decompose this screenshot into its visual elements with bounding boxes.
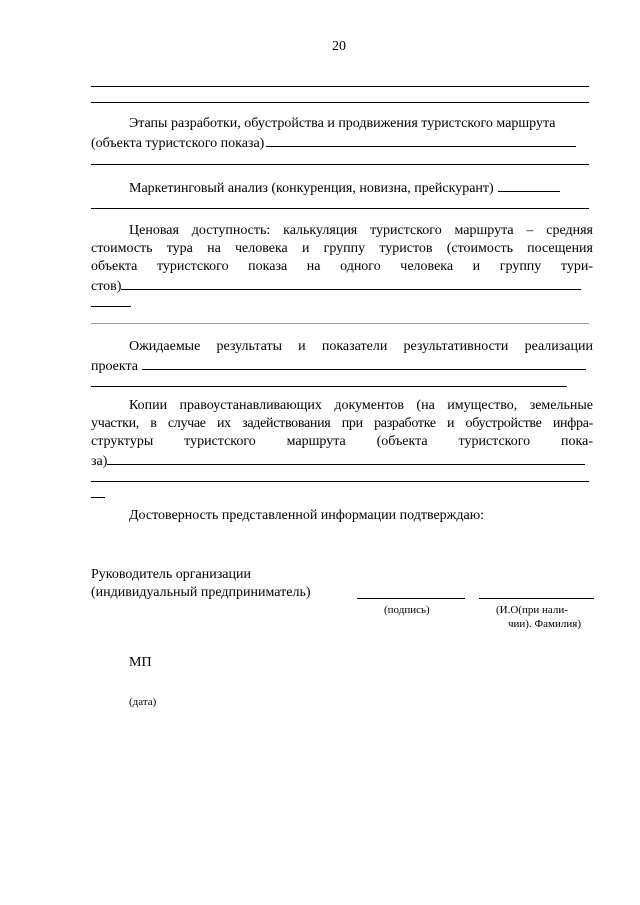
- confirmation-text: Достоверность представленной информации подтверждаю:: [129, 508, 485, 523]
- blank-line: [91, 208, 589, 209]
- documents-text-line3: структуры туристского маршрута (объекта туристского пока-: [91, 434, 593, 449]
- stamp-label: МП: [129, 655, 152, 670]
- results-fill-line: [142, 356, 586, 370]
- price-label: стов): [91, 279, 122, 294]
- price-text-line3: объекта туристского показа на одного человека и группу тури-: [91, 259, 593, 274]
- page-number: 20: [332, 39, 346, 54]
- name-caption-line1: (И.О(при нали-: [496, 604, 568, 616]
- documents-text-line1: Копии правоустанавливающих документов (на имущество, земельные: [129, 398, 593, 413]
- signature-caption: (подпись): [384, 604, 430, 616]
- price-continuation-line: [91, 306, 131, 307]
- documents-text-line2: участки, в случае их задействования при разработке и обустройстве инфра-: [91, 416, 593, 431]
- name-caption-line2: чии). Фамилия): [508, 618, 581, 630]
- blank-line: [91, 323, 589, 324]
- stages-text-line1: Этапы разработки, обустройства и продвижения туристского маршрута: [129, 116, 556, 131]
- stages-label: (объекта туристского показа): [91, 136, 265, 151]
- blank-line: [91, 481, 589, 482]
- blank-line: [91, 164, 589, 165]
- stages-text-line2: [91, 133, 576, 153]
- price-text-line2: стоимость тура на человека и группу туристов (стоимость посещения: [91, 241, 593, 256]
- documents-fill-line: [107, 451, 585, 465]
- head-title-line2: (индивидуальный предприниматель): [91, 585, 311, 600]
- marketing-text-line1: [129, 178, 560, 198]
- blank-line: [91, 102, 589, 103]
- stages-fill-line: [266, 133, 576, 147]
- marketing-fill-line: [498, 178, 560, 192]
- documents-text-line4: [91, 451, 585, 471]
- blank-line: [91, 86, 589, 87]
- marketing-label: Маркетинговый анализ (конкуренция, новизна, прейскурант): [129, 181, 494, 196]
- documents-continuation-line: [91, 497, 105, 498]
- price-text-line4: [91, 276, 581, 296]
- signature-line: [357, 598, 465, 599]
- results-label: проекта: [91, 359, 138, 374]
- date-caption: (дата): [129, 696, 157, 708]
- head-title-line1: Руководитель организации: [91, 567, 251, 582]
- results-text-line1: Ожидаемые результаты и показатели результативности реализации: [129, 339, 593, 354]
- documents-label: за): [91, 454, 108, 469]
- price-fill-line: [121, 276, 581, 290]
- name-line: [479, 598, 594, 599]
- results-text-line2: [91, 356, 586, 376]
- blank-line: [91, 386, 567, 387]
- price-text-line1: Ценовая доступность: калькуляция туристского маршрута – средняя: [129, 223, 593, 238]
